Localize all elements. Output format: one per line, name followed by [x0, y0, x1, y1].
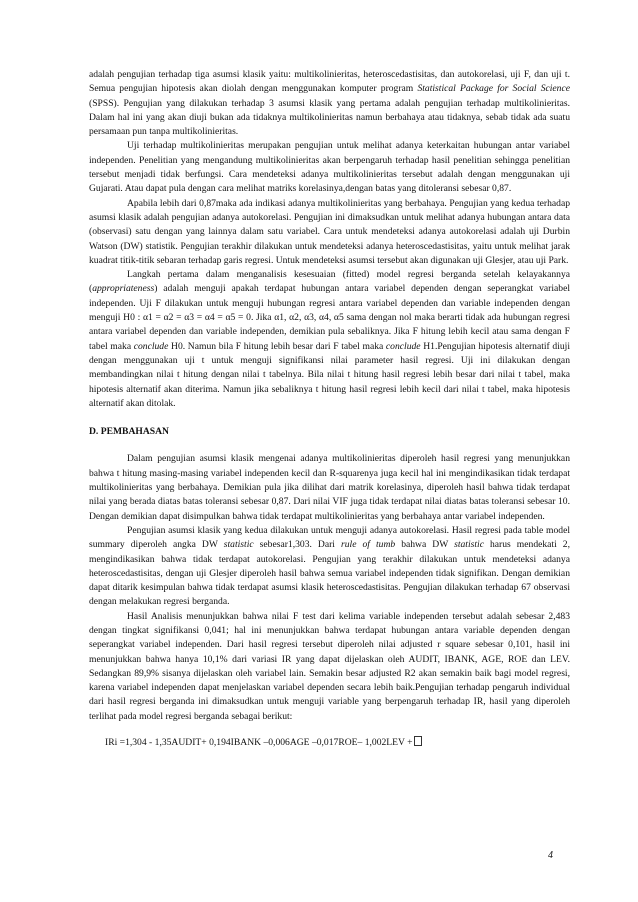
paragraph-6: Pengujian asumsi klasik yang kedua dilakukan untuk menguji adanya autokorelasi. Hasil regresi pada table model summary diperoleh angka DW statistic sebesar1,303. Dari rule of tumb bahwa DW statistic harus mendekati 2, mengindikasikan bahwa tidak terdapat autokorelasi. Pengujian yang terakhir dilakukan untuk mendeteksi adanya heteroscedastisitas, dengan uji Glesjer diperoleh hasil bahwa semua variabel independen tidak signifikan. Dengan demikian dapat ditarik kesimpulan bahwa tidak terdapat asumsi klasik heteroscedastisitas. Pengujian dilakukan terhadap 67 observasi dengan melakukan regresi berganda.	[89, 524, 570, 608]
error-term-box-icon	[414, 736, 422, 746]
paragraph-7: Hasil Analisis menunjukkan bahwa nilai F test dari kelima variable independen tersebut adalah sebesar 2,483 dengan tingkat signifikansi 0,041; hal ini menunjukkan bahwa terdapat hubungan antara variable dependen dengan seperangkat variabel independen. Dari hasil regresi tersebut diperoleh nilai adjusted r square sebesar 0,101, hasil ini menunjukkan bahwa hanya 10,1% dari variasi IR yang dapat dijelaskan oleh AUDIT, IBANK, AGE, ROE dan LEV. Sedangkan 89,9% sisanya dijelaskan oleh variabel lain. Semakin besar adjusted R2 akan semakin baik bagi model regresi, karena variabel independen dapat menjelaskan variabel dependen secara lebih baik.Pengujian terhadap pengaruh individual dari hasil regresi berganda ini dimaksudkan untuk menguji variable yang berpengaruh terhadap IR, hasil yang diperoleh terlihat pada model regresi berganda sebagai berikut:	[89, 610, 570, 722]
section-heading: D. PEMBAHASAN	[89, 426, 169, 438]
paragraph-1: adalah pengujian terhadap tiga asumsi klasik yaitu: multikolinieritas, heteroscedastisitas, dan autokorelasi, uji F, dan uji t. Semua pengujian hipotesis akan diolah dengan menggunakan komputer program Statistical Package for Social Science (SPSS). Pengujian yang dilakukan terhadap 3 asumsi klasik yang pertama adalah pengujian terhadap multikolinieritas. Dalam hal ini yang akan diuji bukan ada tidaknya multikolinieritas namun berbahaya atau tidaknya, sebab tidak ada suatu persamaan pun tanpa multikolinieritas.	[89, 69, 570, 138]
paragraph-4: Langkah pertama dalam menganalisis kesesuaian (fitted) model regresi berganda setelah kelayakannya (appropriateness) adalah menguji apakah terdapat hubungan antara variabel dependen dengan seperangkat variabel independen. Uji F dilakukan untuk menguji hubungan regresi antara variabel dependen dan variable independen dengan menguji H0 : α1 = α2 = α3 = α4 = α5 = 0. Jika α1, α2, α3, α4, α5 sama dengan nol maka berarti tidak ada hubungan regresi antara variabel dependen dan variable independen, demikian pula sebaliknya. Jika F hitung lebih kecil atau sama dengan F tabel maka conclude H0. Namun bila F hitung lebih besar dari F tabel maka conclude H1.Pengujian hipotesis alternatif diuji dengan menggunakan uji t untuk menguji signifikansi nilai parameter hasil regresi. Uji ini dilakukan dengan membandingkan nilai t hitung dengan nilai t tabelnya. Bila nilai t hitung hasil regresi lebih besar dari nilai t tabel, maka hipotesis alternatif akan diterima. Namun jika sebaliknya t hitung hasil regresi lebih kecil dari nilai t tabel, maka hipotesis alternatif akan ditolak.	[89, 269, 570, 409]
paragraph-3: Apabila lebih dari 0,87maka ada indikasi adanya multikolinieritas yang berbahaya. Pengujian yang kedua terhadap asumsi klasik adalah pengujian adanya autokorelasi. Pengujian ini dimaksudkan untuk melihat adanya hubungan antara data (observasi) satu dengan yang lainnya dalam satu variabel. Cara untuk mendeteksi adanya autokorelasi adalah uji Durbin Watson (DW) statistik. Pengujian terakhir dilakukan untuk mendeteksi adanya heteroscedastisitas, yaitu untuk melihat jarak kuadrat titik-titik sebaran terhadap garis regresi. Untuk mendeteksi asumsi tersebut akan digunakan uji Glesjer, atau uji Park.	[89, 197, 570, 266]
page-number: 4	[548, 850, 553, 861]
regression-equation: IRi =1,304 - 1,35AUDIT+ 0,194IBANK –0,006AGE –0,017ROE– 1,002LEV +	[89, 736, 570, 750]
paragraph-5: Dalam pengujian asumsi klasik mengenai adanya multikolinieritas diperoleh hasil regresi yang menunjukkan bahwa t hitung masing-masing variabel independen kecil dan R-squarenya juga kecil hal ini mengindikasikan tidak terdapat multikolinieritas yang berbahaya. Demikian pula jika dilihat dari matrik korelasinya, diperoleh hasil bahwa tidak terdapat nilai yang berada diatas batas toleransi sebesar 0,87. Dari nilai VIF juga tidak terdapat nilai diatas batas toleransi sebesar 10. Dengan demikian dapat disimpulkan bahwa tidak terdapat multikolinieritas yang berbahaya antar variabel independen.	[89, 453, 570, 522]
paragraph-2: Uji terhadap multikolinieritas merupakan pengujian untuk melihat adanya keterkaitan hubungan antar variabel independen. Penelitian yang mengandung multikolinieritas akan berpengaruh terhadap hasil penelitian sehingga penelitian tersebut menjadi tidak berfungsi. Cara mendeteksi adanya multikolinieritas tersebut adalah dengan menggunakan uji Gujarati. Atau dapat pula dengan cara melihat matriks korelasinya,dengan batas yang ditoleransi sebesar 0,87.	[89, 140, 570, 195]
document-body	[89, 68, 570, 750]
